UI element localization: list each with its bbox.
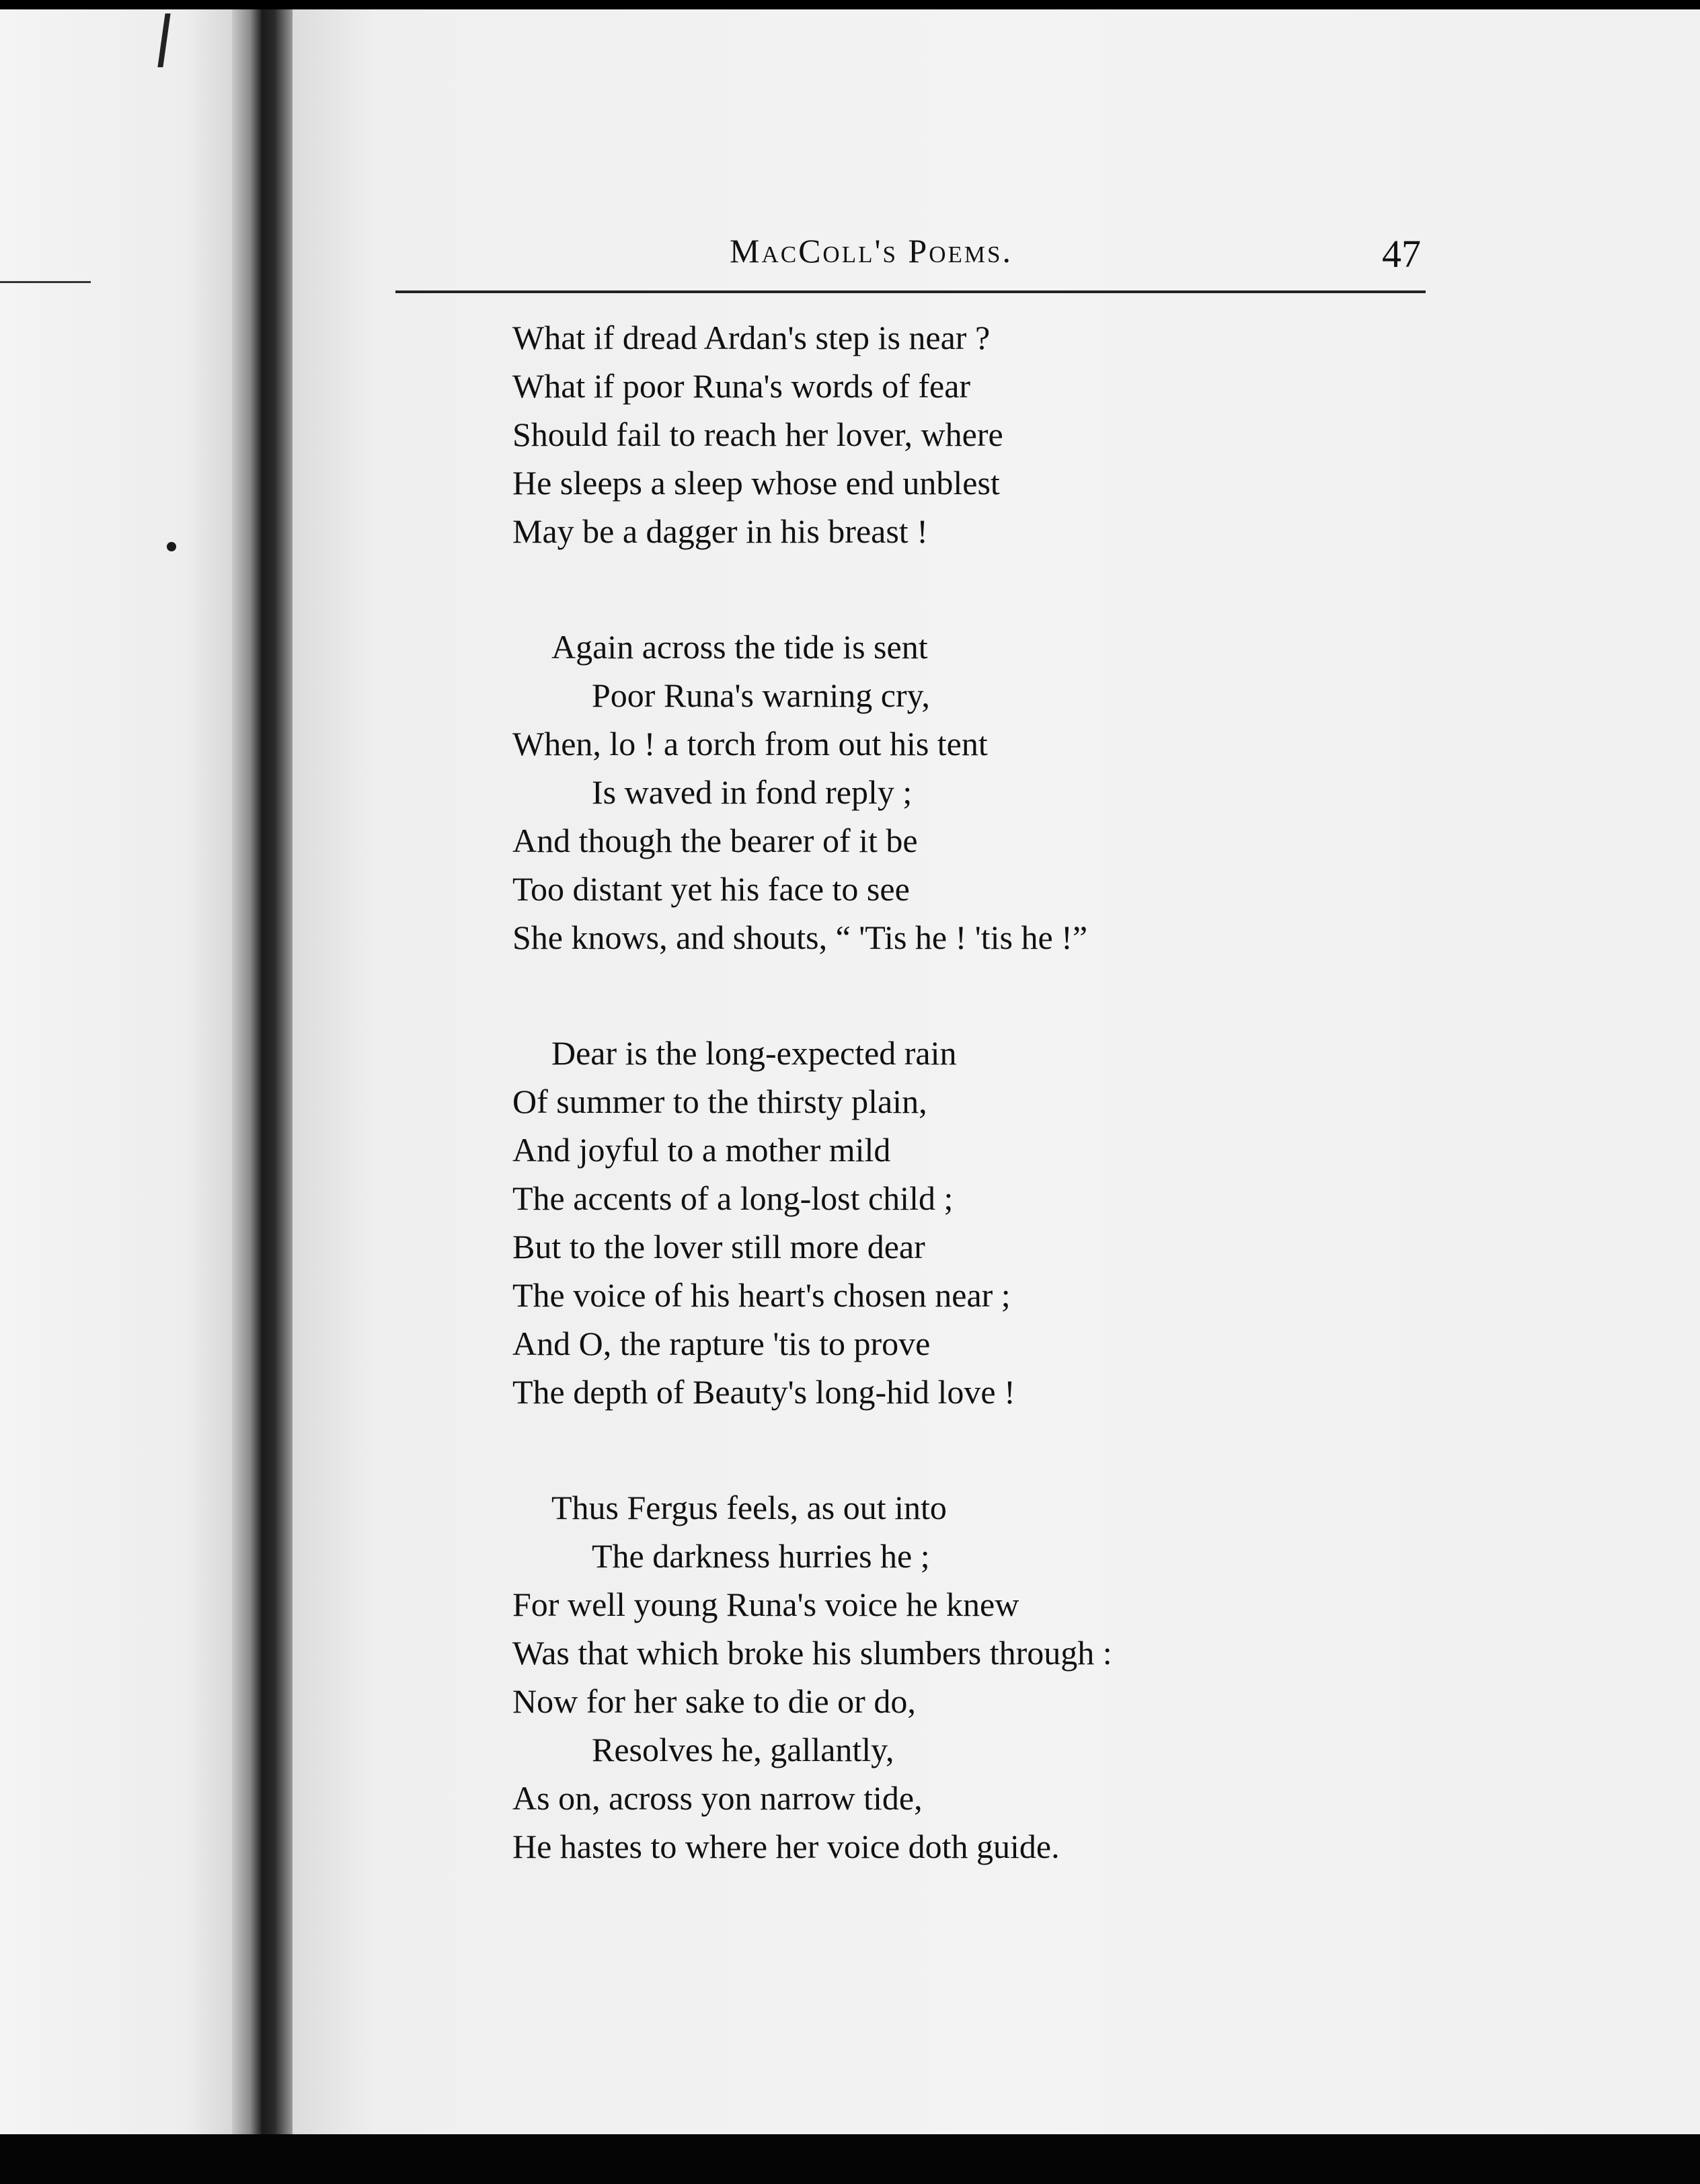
poem-line: Dear is the long-expected rain <box>551 1034 957 1072</box>
poem-line: As on, across yon narrow tide, <box>512 1779 923 1817</box>
ink-mark <box>157 13 170 67</box>
ink-speck <box>167 542 176 551</box>
poem-line: Now for her sake to die or do, <box>512 1682 916 1720</box>
poem-line: What if dread Ardan's step is near ? <box>512 319 991 356</box>
poem-line: For well young Runa's voice he knew <box>512 1586 1019 1623</box>
left-page-rule <box>0 281 91 283</box>
page-number: 47 <box>1382 232 1421 276</box>
poem-line: The depth of Beauty's long-hid love ! <box>512 1373 1015 1411</box>
poem-line: The voice of his heart's chosen near ; <box>512 1276 1011 1314</box>
poem-line: Again across the tide is sent <box>551 628 928 666</box>
poem-line: Thus Fergus feels, as out into <box>551 1489 947 1526</box>
poem-line: And though the bearer of it be <box>512 822 918 859</box>
book-gutter <box>232 9 293 2134</box>
poem-line: What if poor Runa's words of fear <box>512 367 971 405</box>
running-head: MacColl's Poems. <box>730 232 1013 270</box>
poem-line: Is waved in fond reply ; <box>592 773 913 811</box>
poem-line: When, lo ! a torch from out his tent <box>512 725 988 763</box>
stanza-3 <box>512 1029 1319 1416</box>
poem-line: He hastes to where her voice doth guide. <box>512 1828 1060 1865</box>
poem-line: Of summer to the thirsty plain, <box>512 1083 927 1120</box>
stanza-4 <box>512 1483 1319 1871</box>
poem-line: May be a dagger in his breast ! <box>512 512 928 550</box>
poem-line: She knows, and shouts, “ 'Tis he ! 'tis he !” <box>512 919 1088 956</box>
poem-line: Too distant yet his face to see <box>512 870 910 908</box>
poem-line: The darkness hurries he ; <box>592 1537 930 1575</box>
poem-line: He sleeps a sleep whose end unblest <box>512 464 1000 502</box>
stanza-1 <box>512 313 1319 555</box>
scan-border <box>0 2134 1700 2184</box>
poem-body <box>512 313 1319 1938</box>
poem-line: And joyful to a mother mild <box>512 1131 891 1169</box>
poem-line: Poor Runa's warning cry, <box>592 676 930 714</box>
header-rule <box>395 290 1426 293</box>
poem-line: Should fail to reach her lover, where <box>512 416 1003 453</box>
stanza-2 <box>512 623 1319 962</box>
poem-line: Was that which broke his slumbers through : <box>512 1634 1112 1672</box>
poem-line: Resolves he, gallantly, <box>592 1731 894 1768</box>
poem-line: But to the lover still more dear <box>512 1228 925 1265</box>
left-page-edge <box>0 9 232 2134</box>
poem-line: The accents of a long-lost child ; <box>512 1179 954 1217</box>
book-scan <box>0 9 1700 2134</box>
poem-line: And O, the rapture 'tis to prove <box>512 1325 931 1362</box>
